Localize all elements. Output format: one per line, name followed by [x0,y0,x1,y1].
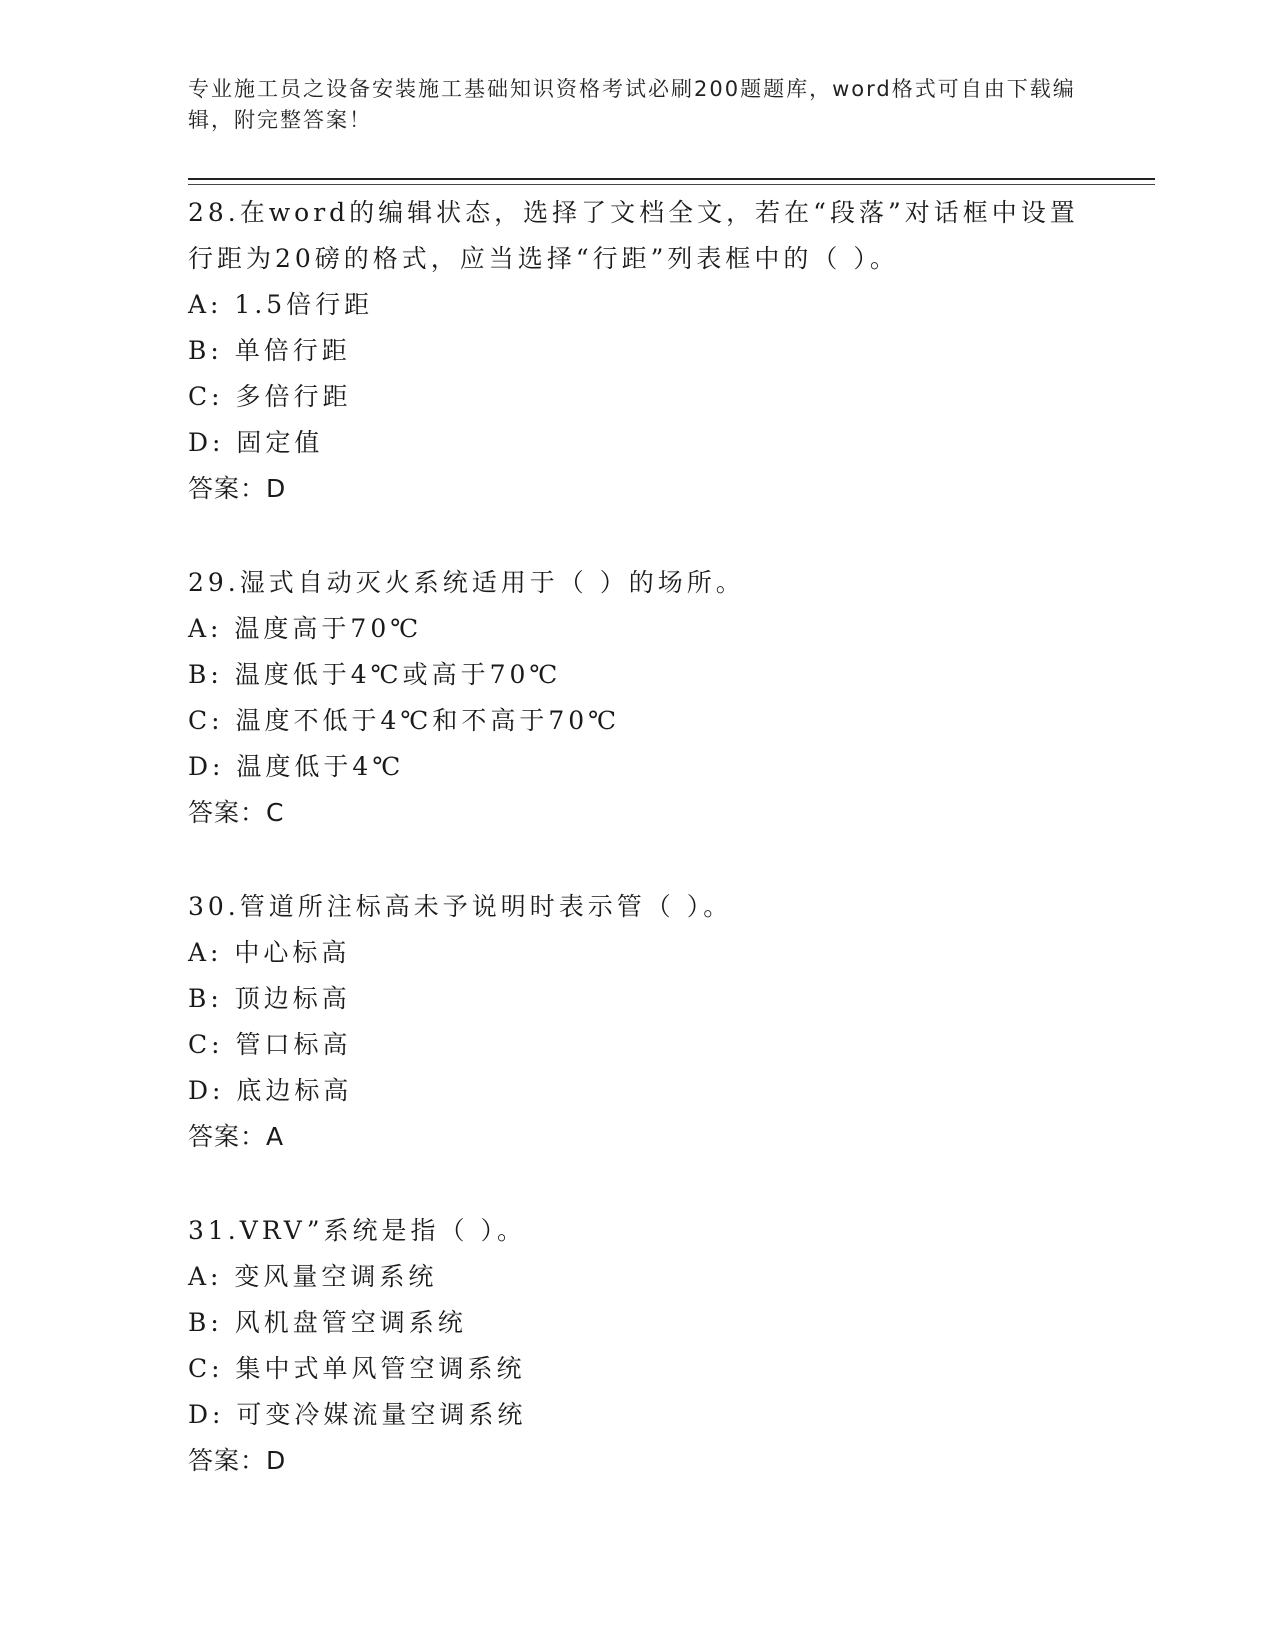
option-a: A: 变风量空调系统 [188,1262,438,1291]
document-header: 专业施工员之设备安装施工基础知识资格考试必刷200题题库，word格式可自由下载编辑，附完整答案！ [188,77,1076,132]
question-list [188,190,1088,1532]
option-c: C: 温度不低于4℃和不高于70℃ [188,706,621,735]
answer-line: 答案：D [188,1446,287,1475]
question-stem: 31.VRV”系统是指（ ）。 [188,1216,526,1245]
option-b: B: 单倍行距 [188,336,351,365]
option-a: A: 温度高于70℃ [188,614,423,643]
option-d: D: 固定值 [188,428,324,457]
option-d: D: 底边标高 [188,1076,353,1105]
option-a: A: 1.5倍行距 [188,290,374,319]
header-divider-thick [188,178,1155,180]
option-c: C: 集中式单风管空调系统 [188,1354,526,1383]
answer-line: 答案：C [188,798,285,827]
header-divider-thin [188,184,1155,185]
option-c: C: 多倍行距 [188,382,352,411]
option-d: D: 温度低于4℃ [188,752,405,781]
option-b: B: 温度低于4℃或高于70℃ [188,660,562,689]
option-c: C: 管口标高 [188,1030,352,1059]
question-28 [188,190,1088,512]
option-d: D: 可变冷媒流量空调系统 [188,1400,527,1429]
question-31 [188,1208,1088,1484]
option-b: B: 风机盘管空调系统 [188,1308,467,1337]
question-30 [188,884,1088,1160]
option-a: A: 中心标高 [188,938,351,967]
question-29 [188,560,1088,836]
answer-line: 答案：A [188,1122,285,1151]
question-stem: 29.湿式自动灭火系统适用于（ ）的场所。 [188,568,745,597]
question-stem: 28.在word的编辑状态，选择了文档全文，若在“段落”对话框中设置行距为20磅的格式，应当选择“行距”列表框中的（ ）。 [188,198,1079,273]
answer-line: 答案：D [188,474,287,503]
option-b: B: 顶边标高 [188,984,351,1013]
question-stem: 30.管道所注标高未予说明时表示管（ ）。 [188,892,733,921]
